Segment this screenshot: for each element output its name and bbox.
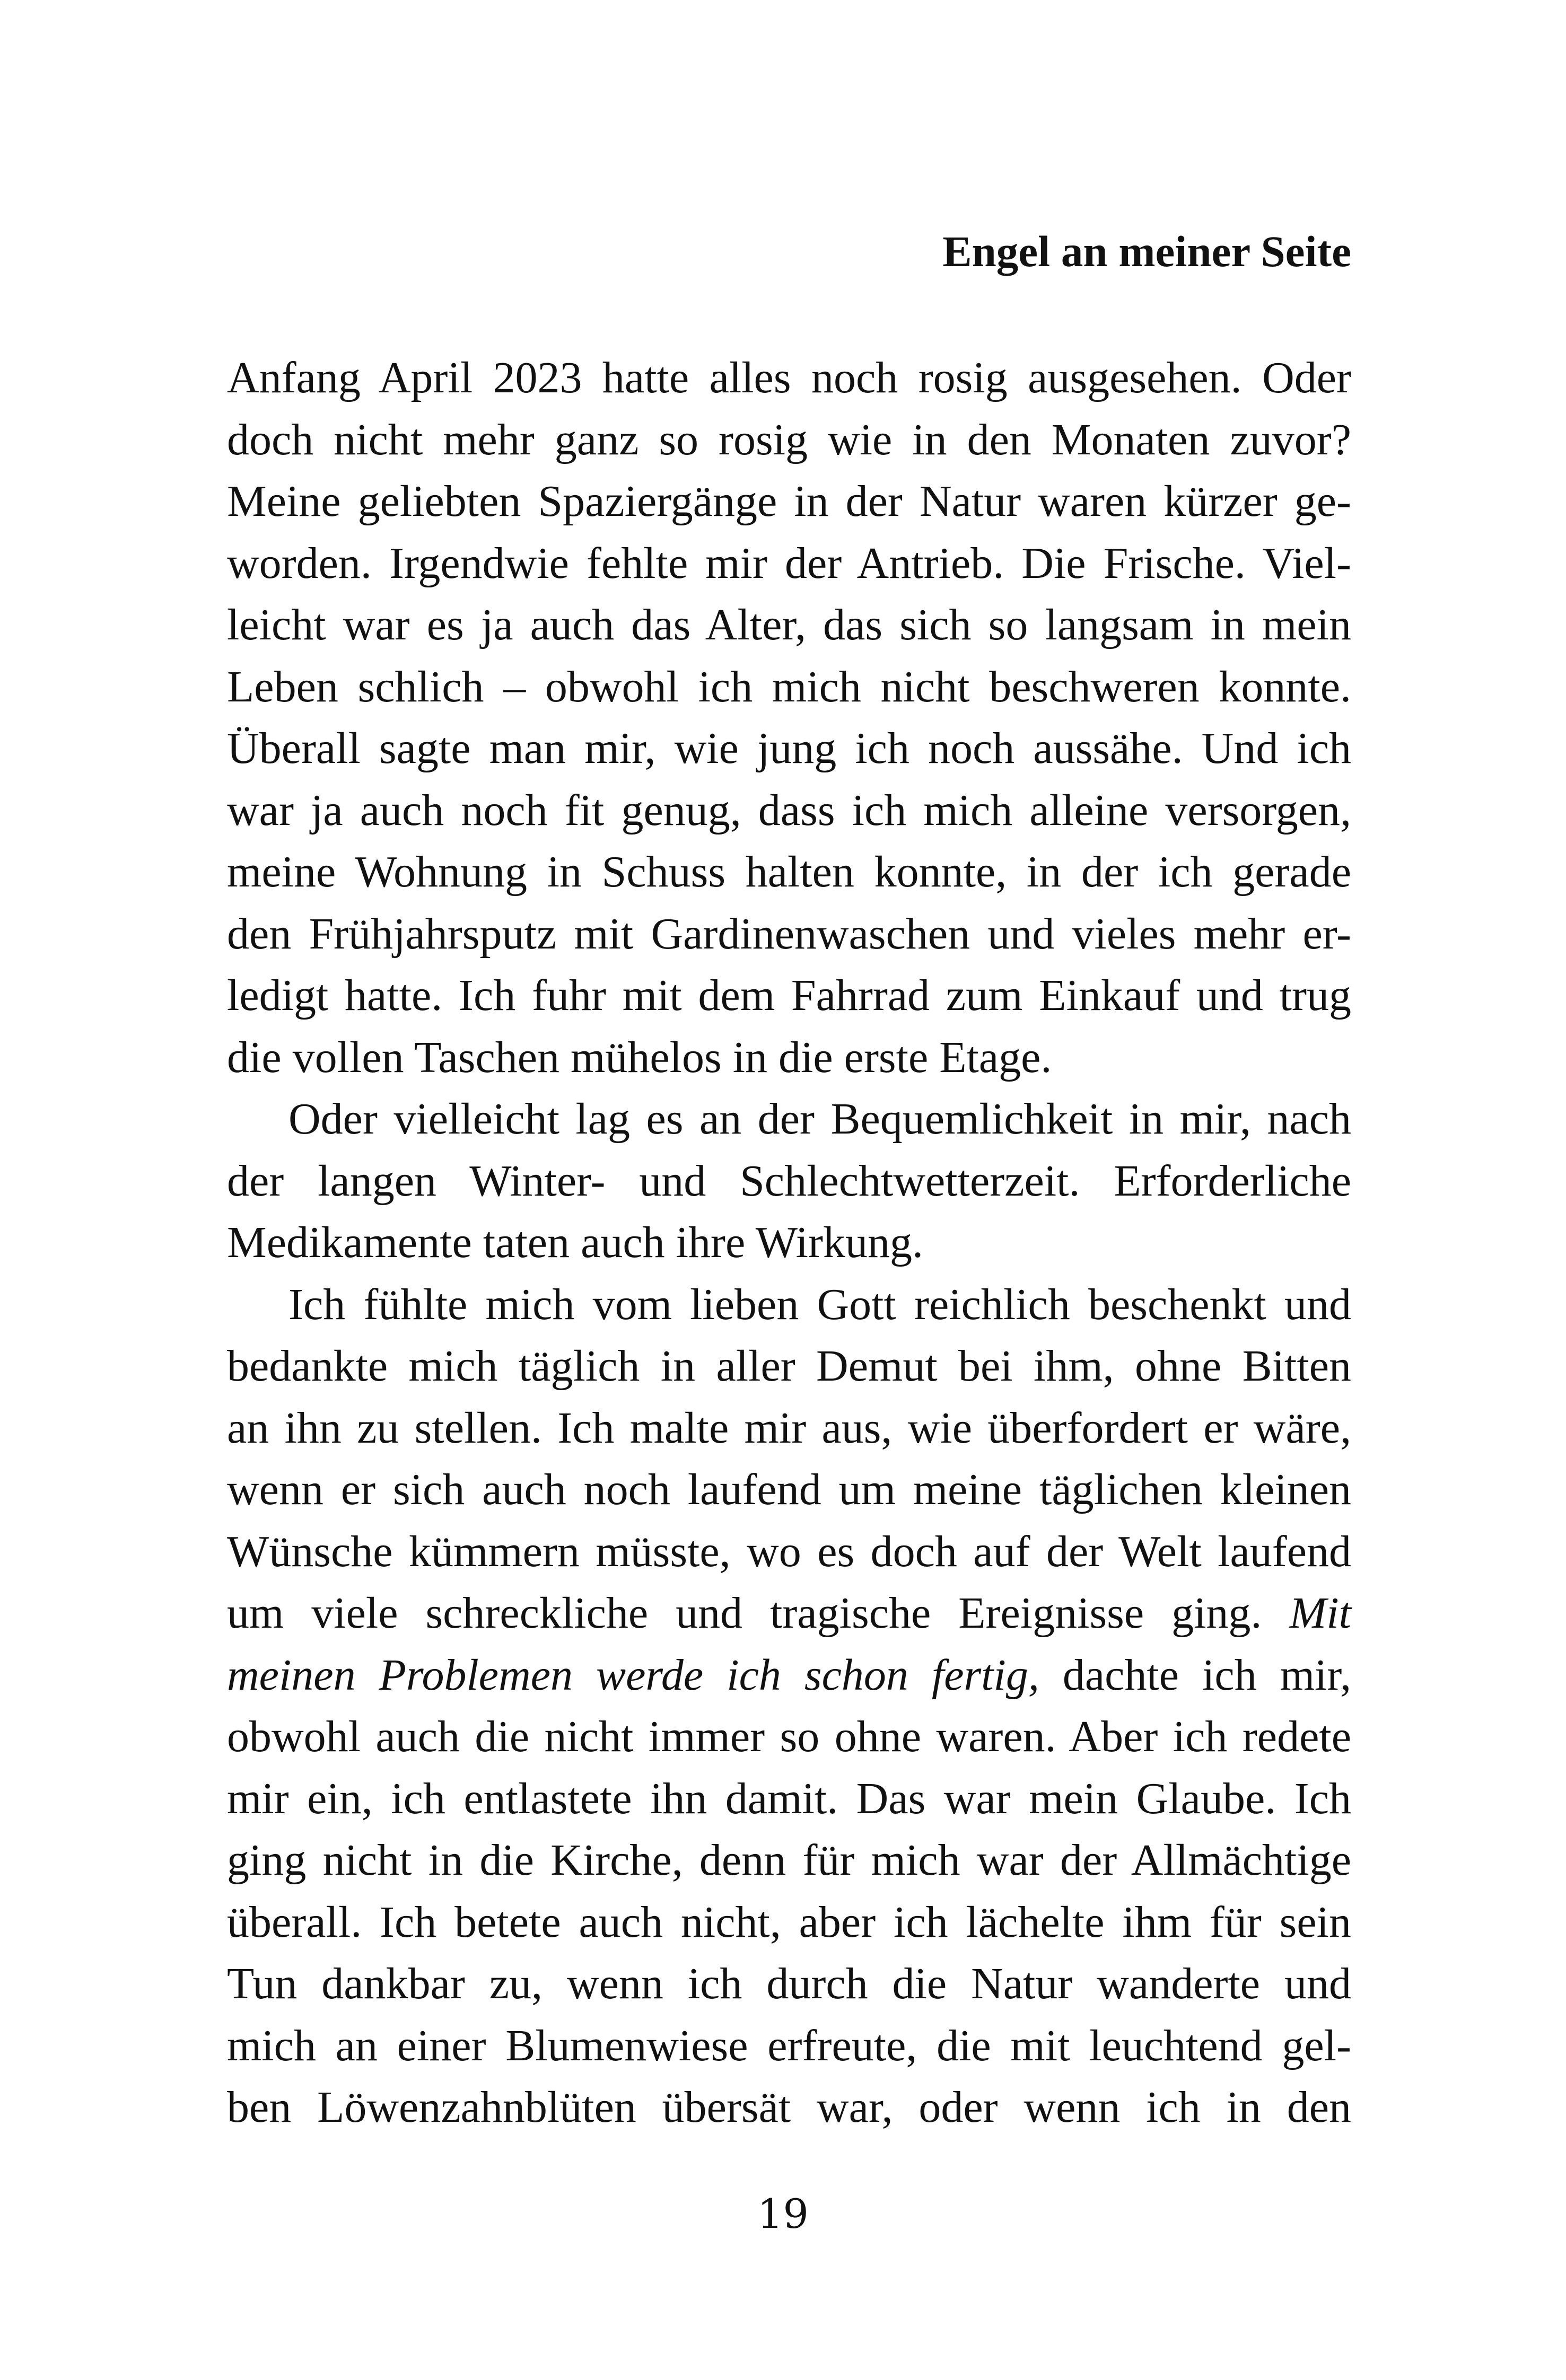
text-line: obwohl auch die nicht immer so ohne waren. Aber ich redete <box>227 1712 1351 1761</box>
text-line: worden. Irgendwie fehlte mir der Antrieb. Die Frische. Viel- <box>227 538 1351 588</box>
text-line: Wünsche kümmern müsste, wo es doch auf der Welt laufend <box>227 1526 1351 1576</box>
text-run: um viele schreckliche und tragische Ereignisse ging. <box>227 1588 1290 1638</box>
text-line: Tun dankbar zu, wenn ich durch die Natur wanderte und <box>227 1959 1351 2008</box>
italic-text: Mit <box>1289 1588 1351 1638</box>
italic-text: meinen Problemen werde ich schon fertig, <box>227 1650 1039 1700</box>
text-line: wenn er sich auch noch laufend um meine täglichen kleinen <box>227 1465 1351 1514</box>
text-line: mich an einer Blumenwiese erfreute, die mit leuchtend gel- <box>227 2021 1351 2070</box>
body-text <box>227 347 1351 2139</box>
text-line: Leben schlich – obwohl ich mich nicht beschweren konnte. <box>227 662 1351 712</box>
text-line: ging nicht in die Kirche, denn für mich war der Allmächtige <box>227 1836 1351 1885</box>
text-line: leicht war es ja auch das Alter, das sich so langsam in mein <box>227 600 1351 649</box>
text-line: Meine geliebten Spaziergänge in der Natur waren kürzer ge- <box>227 477 1351 526</box>
text-line: Oder vielleicht lag es an der Bequemlichkeit in mir, nach <box>288 1094 1351 1144</box>
text-line: Anfang April 2023 hatte alles noch rosig ausgesehen. Oder <box>227 353 1351 402</box>
text-line: der langen Winter- und Schlechtwetterzeit. Erforderliche <box>227 1156 1351 1206</box>
text-line: überall. Ich betete auch nicht, aber ich lächelte ihm für sein <box>227 1897 1351 1947</box>
text-line: war ja auch noch fit genug, dass ich mich alleine versorgen, <box>227 785 1351 835</box>
text-line: Medikamente taten auch ihre Wirkung. <box>227 1218 923 1267</box>
text-line <box>227 1583 1351 1645</box>
text-line: ledigt hatte. Ich fuhr mit dem Fahrrad zum Einkauf und trug <box>227 971 1351 1020</box>
text-line: Ich fühlte mich vom lieben Gott reichlich beschenkt und <box>288 1279 1351 1329</box>
text-line: Überall sagte man mir, wie jung ich noch aussähe. Und ich <box>227 724 1351 773</box>
page-number: 19 <box>757 2190 809 2237</box>
text-line <box>227 1645 1351 1707</box>
text-line: meine Wohnung in Schuss halten konnte, in der ich gerade <box>227 847 1351 897</box>
text-line: doch nicht mehr ganz so rosig wie in den Monaten zuvor? <box>227 415 1351 464</box>
text-line: bedankte mich täglich in aller Demut bei ihm, ohne Bitten <box>227 1341 1351 1391</box>
text-line: die vollen Taschen mühelos in die erste Etage. <box>227 1032 1052 1082</box>
text-line: den Frühjahrsputz mit Gardinenwaschen und vieles mehr er- <box>227 909 1351 959</box>
text-line: ben Löwenzahnblüten übersät war, oder wenn ich in den <box>227 2083 1351 2132</box>
text-run: dachte ich mir, <box>1039 1650 1352 1700</box>
chapter-title: Engel an meiner Seite <box>942 227 1351 276</box>
text-line: an ihn zu stellen. Ich malte mir aus, wie überfordert er wäre, <box>227 1403 1351 1453</box>
text-line: mir ein, ich entlastete ihn damit. Das war mein Glaube. Ich <box>227 1773 1351 1823</box>
